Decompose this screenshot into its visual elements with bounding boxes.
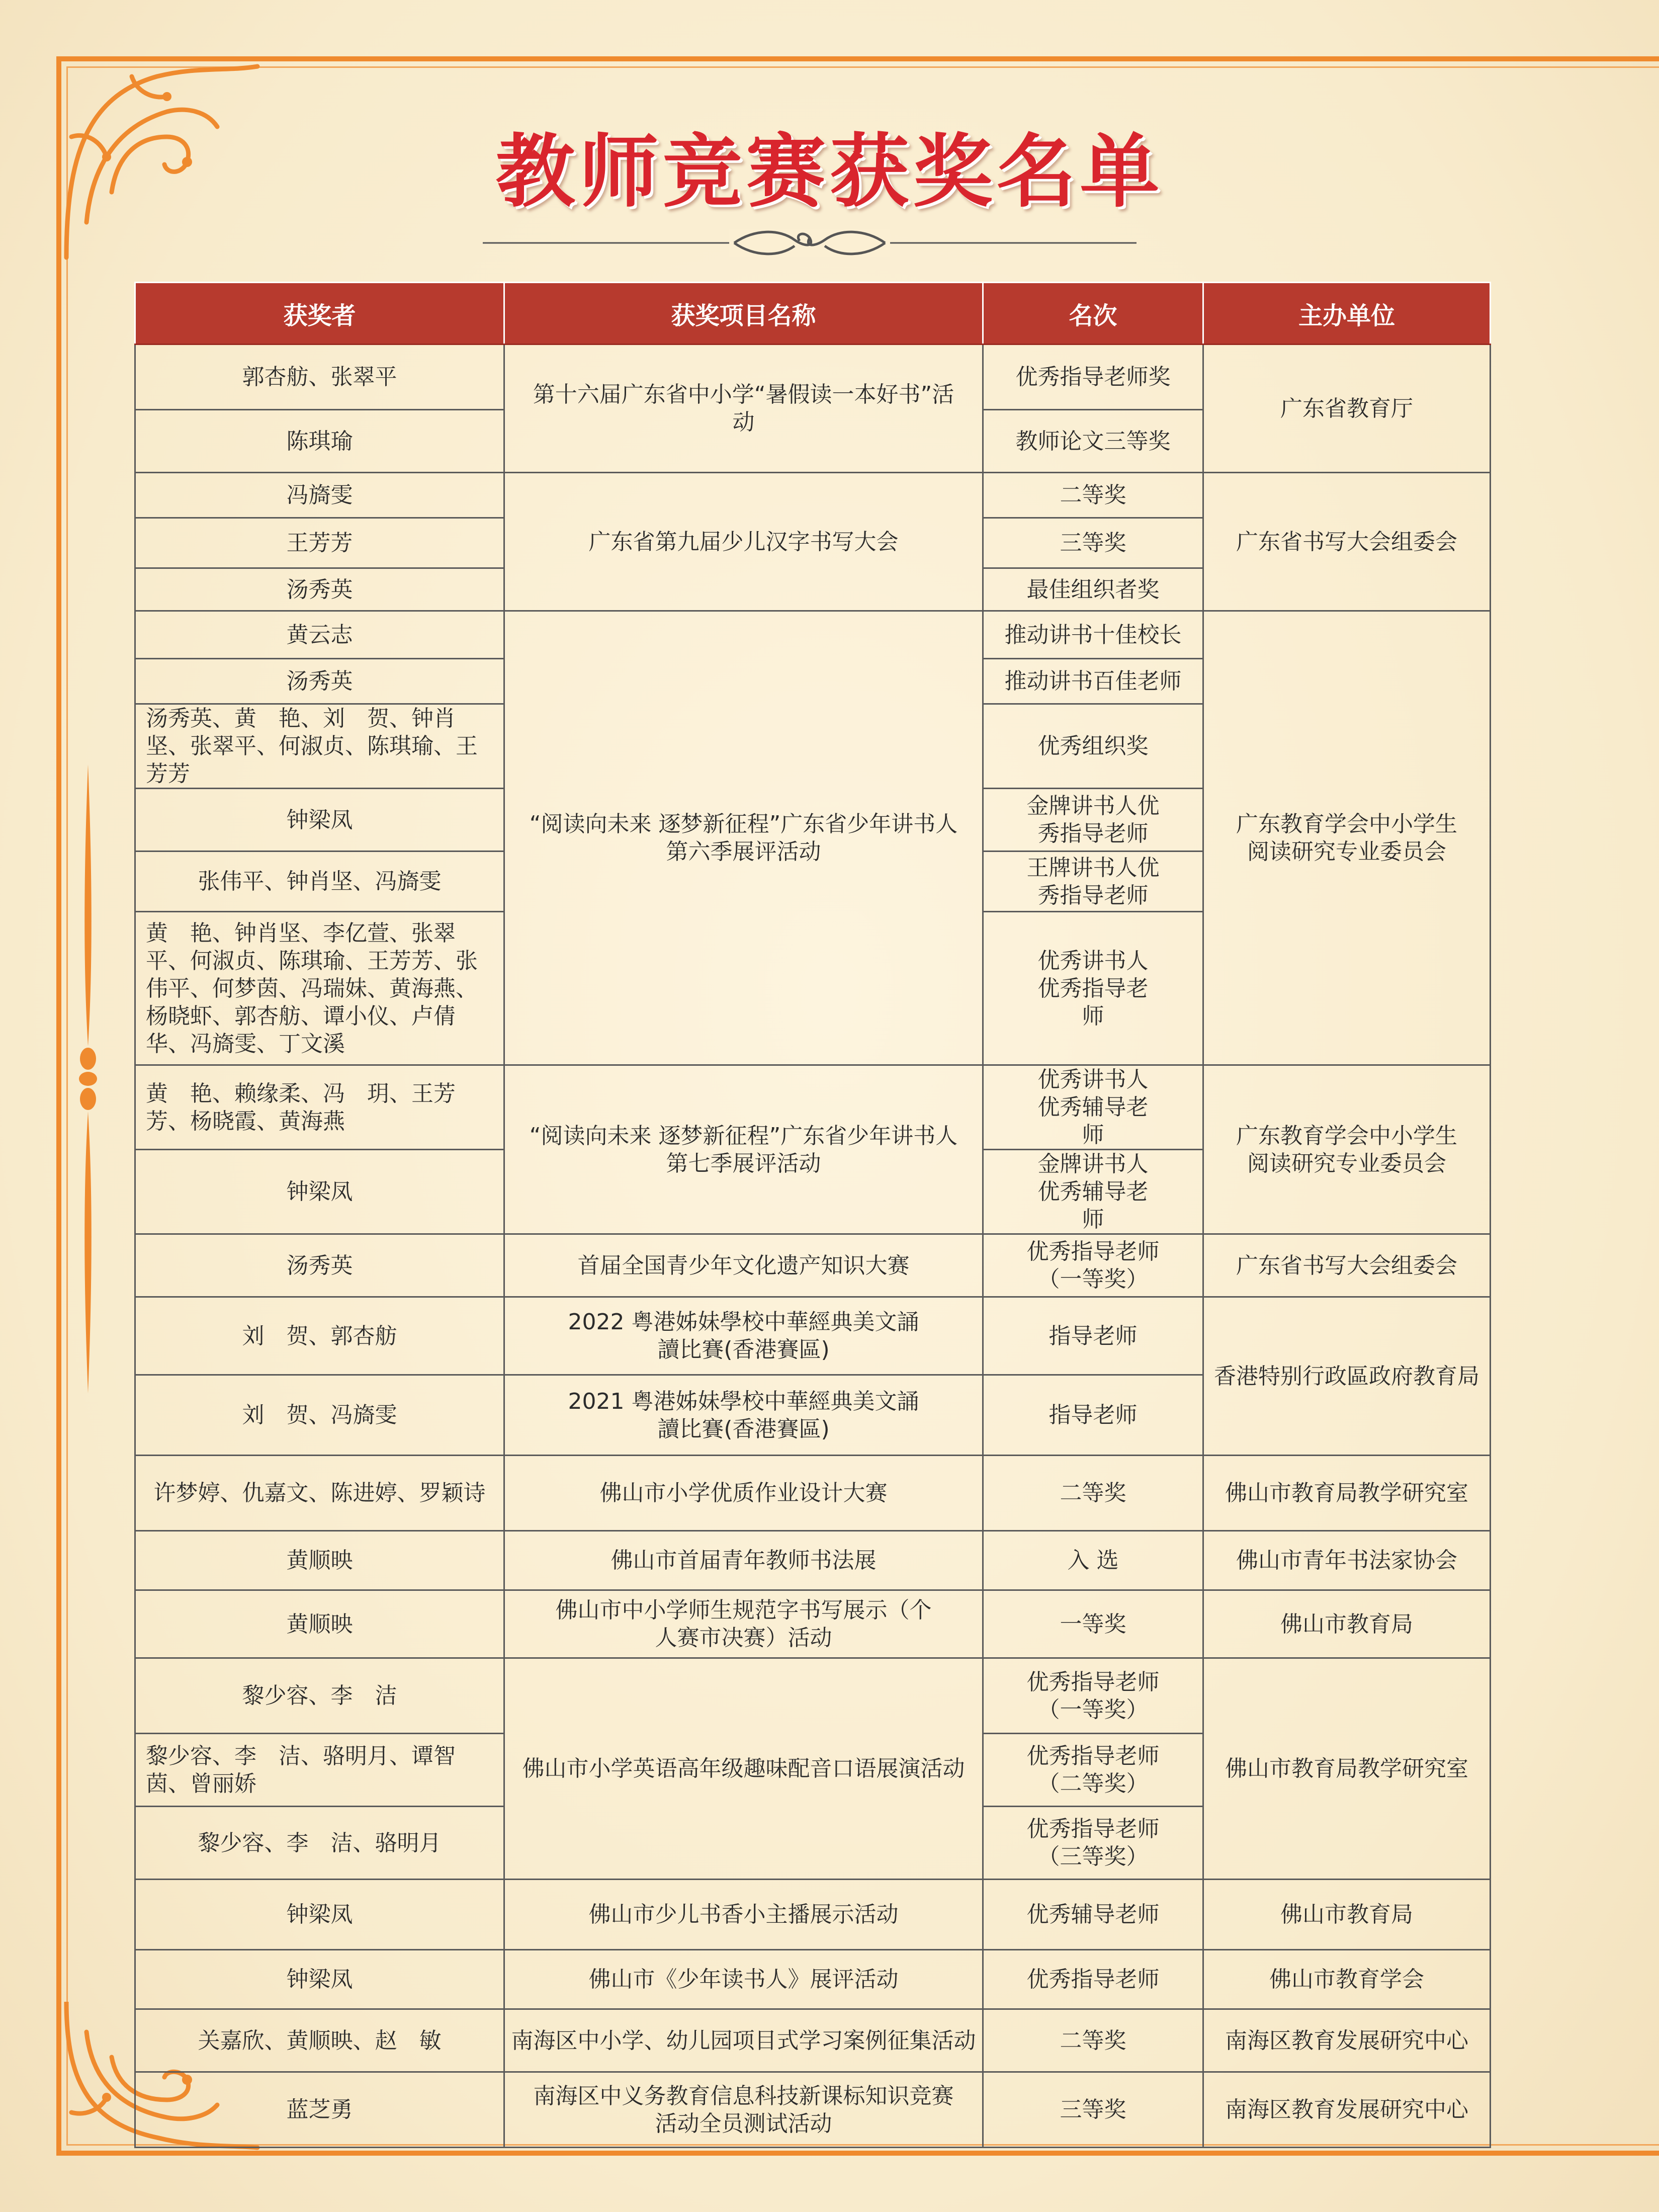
winner-cell: 关嘉欣、黄顺映、赵 敏 xyxy=(135,2009,504,2072)
rank-cell: 最佳组织者奖 xyxy=(983,568,1203,611)
organizer-cell: 南海区教育发展研究中心 xyxy=(1203,2009,1491,2072)
organizer-cell: 南海区教育发展研究中心 xyxy=(1203,2072,1491,2148)
winner-cell: 黄云志 xyxy=(135,611,504,659)
rank-cell: 优秀讲书人优秀指导老师 xyxy=(983,912,1203,1065)
project-cell: 南海区中小学、幼儿园项目式学习案例征集活动 xyxy=(504,2009,983,2072)
winner-cell: 黄顺映 xyxy=(135,1531,504,1590)
rank-cell: 入 选 xyxy=(983,1531,1203,1590)
winner-cell: 黄顺映 xyxy=(135,1590,504,1658)
table-row xyxy=(135,1531,1491,1590)
rank-cell: 二等奖 xyxy=(983,2009,1203,2072)
table-row xyxy=(135,1590,1491,1658)
table-row xyxy=(135,611,1491,659)
rank-cell: 优秀辅导老师 xyxy=(983,1880,1203,1950)
organizer-cell: 广东省书写大会组委会 xyxy=(1203,1234,1491,1297)
bottom-frame-line xyxy=(56,2151,1659,2156)
rank-cell: 三等奖 xyxy=(983,2072,1203,2148)
rank-cell: 指导老师 xyxy=(983,1297,1203,1375)
header-rank: 名次 xyxy=(983,283,1203,345)
winner-cell: 汤秀英 xyxy=(135,659,504,704)
rank-cell: 二等奖 xyxy=(983,473,1203,518)
winner-cell: 黎少容、李 洁、骆明月、谭智茵、曾丽娇 xyxy=(135,1734,504,1807)
table-row xyxy=(135,2009,1491,2072)
organizer-cell: 佛山市教育局 xyxy=(1203,1880,1491,1950)
project-cell: 2021 粤港姊妹學校中華經典美文誦讀比賽(香港賽區) xyxy=(504,1375,983,1456)
table-row xyxy=(135,1880,1491,1950)
organizer-cell: 佛山市教育学会 xyxy=(1203,1950,1491,2009)
header-winner: 获奖者 xyxy=(135,283,504,345)
project-cell: 佛山市首届青年教师书法展 xyxy=(504,1531,983,1590)
table-row xyxy=(135,1065,1491,1150)
project-cell: 2022 粤港姊妹學校中華經典美文誦讀比賽(香港賽區) xyxy=(504,1297,983,1375)
project-cell: 佛山市小学优质作业设计大赛 xyxy=(504,1456,983,1531)
project-cell: “阅读向未来 逐梦新征程”广东省少年讲书人第六季展评活动 xyxy=(504,611,983,1065)
organizer-cell: 佛山市教育局教学研究室 xyxy=(1203,1658,1491,1880)
rank-cell: 王牌讲书人优秀指导老师 xyxy=(983,852,1203,912)
winner-cell: 黎少容、李 洁 xyxy=(135,1658,504,1734)
winner-cell: 汤秀英、黄 艳、刘 贺、钟肖坚、张翠平、何淑贞、陈琪瑜、王芳芳 xyxy=(135,704,504,789)
rank-cell: 优秀指导老师（二等奖） xyxy=(983,1734,1203,1807)
table-row xyxy=(135,1234,1491,1297)
project-cell: 佛山市小学英语高年级趣味配音口语展演活动 xyxy=(504,1658,983,1880)
header-project: 获奖项目名称 xyxy=(504,283,983,345)
project-cell: “阅读向未来 逐梦新征程”广东省少年讲书人第七季展评活动 xyxy=(504,1065,983,1234)
organizer-cell: 广东省书写大会组委会 xyxy=(1203,473,1491,611)
project-cell: 佛山市中小学师生规范字书写展示（个人赛市决赛）活动 xyxy=(504,1590,983,1658)
awards-table xyxy=(134,282,1491,2148)
rank-cell: 金牌讲书人优秀辅导老师 xyxy=(983,1150,1203,1234)
winner-cell: 钟梁凤 xyxy=(135,789,504,852)
project-cell: 佛山市少儿书香小主播展示活动 xyxy=(504,1880,983,1950)
project-cell: 广东省第九届少儿汉字书写大会 xyxy=(504,473,983,611)
rank-cell: 推动讲书十佳校长 xyxy=(983,611,1203,659)
winner-cell: 黎少容、李 洁、骆明月 xyxy=(135,1807,504,1880)
title-divider-ornament-icon xyxy=(483,224,1137,259)
winner-cell: 钟梁凤 xyxy=(135,1880,504,1950)
table-row xyxy=(135,1456,1491,1531)
winner-cell: 张伟平、钟肖坚、冯旖雯 xyxy=(135,852,504,912)
rank-cell: 优秀讲书人优秀辅导老师 xyxy=(983,1065,1203,1150)
rank-cell: 优秀指导老师（一等奖） xyxy=(983,1234,1203,1297)
project-cell: 南海区中义务教育信息科技新课标知识竞赛活动全员测试活动 xyxy=(504,2072,983,2148)
table-header-row xyxy=(135,283,1491,345)
winner-cell: 蓝芝勇 xyxy=(135,2072,504,2148)
project-cell: 佛山市《少年读书人》展评活动 xyxy=(504,1950,983,2009)
organizer-cell: 广东省教育厅 xyxy=(1203,345,1491,473)
table-row xyxy=(135,345,1491,410)
organizer-cell: 佛山市青年书法家协会 xyxy=(1203,1531,1491,1590)
rank-cell: 推动讲书百佳老师 xyxy=(983,659,1203,704)
rank-cell: 教师论文三等奖 xyxy=(983,410,1203,473)
organizer-cell: 佛山市教育局 xyxy=(1203,1590,1491,1658)
winner-cell: 汤秀英 xyxy=(135,568,504,611)
rank-cell: 优秀指导老师奖 xyxy=(983,345,1203,410)
organizer-cell: 香港特别行政區政府教育局 xyxy=(1203,1297,1491,1456)
rank-cell: 金牌讲书人优秀指导老师 xyxy=(983,789,1203,852)
rank-cell: 指导老师 xyxy=(983,1375,1203,1456)
table-row xyxy=(135,1658,1491,1734)
rank-cell: 优秀指导老师（一等奖） xyxy=(983,1658,1203,1734)
rank-cell: 优秀指导老师 xyxy=(983,1950,1203,2009)
winner-cell: 钟梁凤 xyxy=(135,1150,504,1234)
organizer-cell: 广东教育学会中小学生阅读研究专业委员会 xyxy=(1203,611,1491,1065)
project-cell: 第十六届广东省中小学“暑假读一本好书”活动 xyxy=(504,345,983,473)
table-row xyxy=(135,1297,1491,1375)
project-cell: 首届全国青少年文化遗产知识大赛 xyxy=(504,1234,983,1297)
winner-cell: 黄 艳、赖缘柔、冯 玥、王芳芳、杨晓霞、黄海燕 xyxy=(135,1065,504,1150)
rank-cell: 一等奖 xyxy=(983,1590,1203,1658)
winner-cell: 郭杏舫、张翠平 xyxy=(135,345,504,410)
winner-cell: 王芳芳 xyxy=(135,518,504,568)
organizer-cell: 佛山市教育局教学研究室 xyxy=(1203,1456,1491,1531)
table-row xyxy=(135,473,1491,518)
winner-cell: 黄 艳、钟肖坚、李亿萱、张翠平、何淑贞、陈琪瑜、王芳芳、张伟平、何梦茵、冯瑞妹、黄海燕、杨晓虾、郭杏舫、谭小仪、卢倩华、冯旖雯、丁文溪 xyxy=(135,912,504,1065)
table-row xyxy=(135,2072,1491,2148)
side-ornament-icon xyxy=(73,764,103,1393)
winner-cell: 许梦婷、仇嘉文、陈进婷、罗颖诗 xyxy=(135,1456,504,1531)
winner-cell: 冯旖雯 xyxy=(135,473,504,518)
winner-cell: 陈琪瑜 xyxy=(135,410,504,473)
organizer-cell: 广东教育学会中小学生阅读研究专业委员会 xyxy=(1203,1065,1491,1234)
winner-cell: 钟梁凤 xyxy=(135,1950,504,2009)
rank-cell: 三等奖 xyxy=(983,518,1203,568)
winner-cell: 刘 贺、冯旖雯 xyxy=(135,1375,504,1456)
rank-cell: 优秀指导老师（三等奖） xyxy=(983,1807,1203,1880)
winner-cell: 汤秀英 xyxy=(135,1234,504,1297)
winner-cell: 刘 贺、郭杏舫 xyxy=(135,1297,504,1375)
page-title: 教师竞赛获奖名单 xyxy=(495,126,1164,218)
header-organizer: 主办单位 xyxy=(1203,283,1491,345)
rank-cell: 二等奖 xyxy=(983,1456,1203,1531)
table-row xyxy=(135,1950,1491,2009)
rank-cell: 优秀组织奖 xyxy=(983,704,1203,789)
